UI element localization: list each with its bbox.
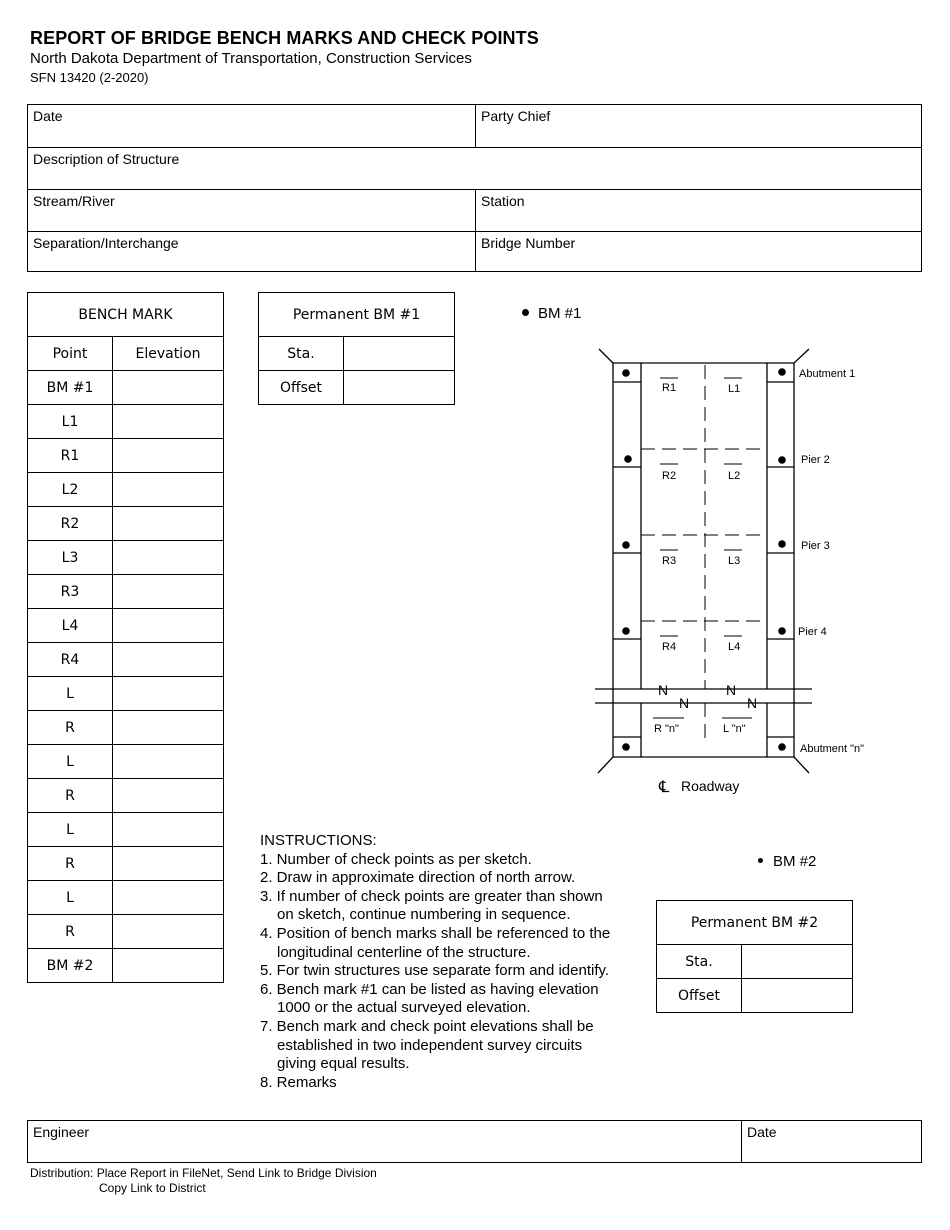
bench-mark-title: BENCH MARK [28, 293, 224, 337]
pier2-label: Pier 2 [801, 454, 830, 466]
separation-label: Separation/Interchange [33, 235, 179, 251]
bm-dot-icon [622, 369, 630, 377]
permanent-bm2-table [656, 900, 853, 1013]
instruction-item: 3. If number of check points are greater than shown on sketch, continue numbering in sequence. [260, 887, 603, 924]
engineer-field[interactable] [28, 1121, 741, 1162]
point-cell: R [28, 915, 113, 949]
point-cell: L [28, 745, 113, 779]
r2-label: R2 [662, 470, 677, 482]
instruction-item: 2. Draw in approximate direction of north arrow. [260, 869, 576, 887]
r1-label: R1 [662, 382, 677, 394]
bench-row [28, 745, 224, 779]
bench-row [28, 507, 224, 541]
header-fields-grid [27, 104, 922, 272]
separation-field[interactable] [28, 231, 475, 272]
bm1-offset-cell[interactable] [344, 371, 455, 405]
bridge-sketch [595, 345, 875, 800]
elevation-cell[interactable] [113, 439, 224, 473]
instructions-heading: INSTRUCTIONS: [260, 832, 377, 849]
permanent-bm1-table [258, 292, 455, 405]
point-cell: R1 [28, 439, 113, 473]
point-cell: BM #1 [28, 371, 113, 405]
bm1-sta-label: Sta. [259, 337, 344, 371]
bm1-sta-cell[interactable] [344, 337, 455, 371]
bm2-dot-icon [758, 858, 763, 863]
point-cell: R3 [28, 575, 113, 609]
instruction-item: 7. Bench mark and check point elevations shall be established in two independent survey circuits giving equal results. [260, 1017, 594, 1073]
bm-dot-icon [778, 456, 786, 464]
bench-row [28, 677, 224, 711]
bm1-label: BM #1 [538, 305, 582, 322]
department-subtitle: North Dakota Department of Transportation, Construction Services [30, 50, 472, 67]
elevation-cell[interactable] [113, 949, 224, 983]
elevation-cell[interactable] [113, 609, 224, 643]
instruction-item: 6. Bench mark #1 can be listed as having elevation 1000 or the actual surveyed elevation. [260, 980, 599, 1017]
roadway-label: Roadway [681, 778, 740, 794]
bench-row [28, 949, 224, 983]
bm2-sta-label: Sta. [657, 945, 742, 979]
centerline-icon: ℄ [659, 779, 670, 796]
bm1-marker [522, 305, 581, 322]
station-label: Station [481, 193, 525, 209]
bm2-marker [758, 853, 816, 870]
point-cell: R2 [28, 507, 113, 541]
point-cell: BM #2 [28, 949, 113, 983]
elevation-cell[interactable] [113, 677, 224, 711]
bm-dot-icon [778, 368, 786, 376]
instruction-item: 1. Number of check points as per sketch. [260, 850, 532, 868]
description-field[interactable] [28, 147, 921, 189]
instruction-item: 8. Remarks [260, 1073, 337, 1091]
instruction-item: 5. For twin structures use separate form and identify. [260, 962, 610, 980]
elevation-cell[interactable] [113, 405, 224, 439]
n-mark-label: N [726, 682, 737, 698]
bench-row [28, 779, 224, 813]
elevation-cell[interactable] [113, 813, 224, 847]
bm2-sta-cell[interactable] [742, 945, 853, 979]
l4-label: L4 [728, 641, 741, 653]
point-cell: L [28, 813, 113, 847]
permanent-bm2-title: Permanent BM #2 [657, 901, 853, 945]
description-label: Description of Structure [33, 151, 180, 167]
point-cell: R [28, 847, 113, 881]
bm2-label: BM #2 [773, 853, 817, 870]
stream-label: Stream/River [33, 193, 115, 209]
bm-dot-icon [622, 541, 630, 549]
instructions-block [260, 832, 620, 1092]
r4-label: R4 [662, 641, 677, 653]
point-cell: R [28, 779, 113, 813]
n-mark-label: N [679, 695, 690, 711]
point-cell: L [28, 677, 113, 711]
distribution-note [30, 1166, 377, 1196]
bench-row [28, 405, 224, 439]
bench-row [28, 609, 224, 643]
elevation-column-header: Elevation [113, 337, 224, 371]
elevation-cell[interactable] [113, 779, 224, 813]
form-title: REPORT OF BRIDGE BENCH MARKS AND CHECK POINTS [30, 28, 539, 48]
pier4-label: Pier 4 [798, 626, 827, 638]
rn-label: R "n" [654, 723, 679, 735]
bm-dot-icon [624, 455, 632, 463]
footer-fields [27, 1120, 922, 1163]
bm1-offset-label: Offset [259, 371, 344, 405]
station-field[interactable] [475, 189, 922, 231]
permanent-bm1-title: Permanent BM #1 [259, 293, 455, 337]
n-mark-label: N [658, 682, 669, 698]
elevation-cell[interactable] [113, 881, 224, 915]
bench-row [28, 711, 224, 745]
l2-label: L2 [728, 470, 741, 482]
elevation-cell[interactable] [113, 745, 224, 779]
n-mark-label: N [747, 695, 758, 711]
elevation-cell[interactable] [113, 643, 224, 677]
footer-date-label: Date [747, 1124, 777, 1140]
abutment1-label: Abutment 1 [799, 368, 856, 380]
l1-label: L1 [728, 383, 741, 395]
elevation-cell[interactable] [113, 541, 224, 575]
r3-label: R3 [662, 555, 677, 567]
date-label: Date [33, 108, 63, 124]
bm2-offset-cell[interactable] [742, 979, 853, 1013]
elevation-cell[interactable] [113, 915, 224, 949]
bench-mark-table [27, 292, 224, 983]
form-number: SFN 13420 (2-2020) [30, 70, 149, 85]
ln-label: L "n" [723, 723, 746, 735]
point-cell: L2 [28, 473, 113, 507]
bench-row [28, 915, 224, 949]
bench-row [28, 643, 224, 677]
bench-row [28, 881, 224, 915]
bm-dot-icon [622, 627, 630, 635]
instructions-list [260, 851, 620, 1093]
abutment-n-label: Abutment "n" [800, 743, 865, 755]
bridge-number-label: Bridge Number [481, 235, 576, 251]
pier3-label: Pier 3 [801, 540, 830, 552]
point-cell: L4 [28, 609, 113, 643]
bm-dot-icon [778, 743, 786, 751]
bench-row [28, 575, 224, 609]
bench-row [28, 813, 224, 847]
bench-row [28, 541, 224, 575]
l3-label: L3 [728, 555, 741, 567]
elevation-cell[interactable] [113, 847, 224, 881]
point-cell: R4 [28, 643, 113, 677]
bm-dot-icon [778, 627, 786, 635]
bridge-number-field[interactable] [475, 231, 922, 272]
elevation-cell[interactable] [113, 371, 224, 405]
elevation-cell[interactable] [113, 575, 224, 609]
party-chief-label: Party Chief [481, 108, 551, 124]
date-field[interactable] [28, 105, 475, 147]
point-cell: L [28, 881, 113, 915]
bm-dot-icon [778, 540, 786, 548]
bench-row [28, 847, 224, 881]
bench-row [28, 371, 224, 405]
bm1-dot-icon [522, 309, 529, 316]
instruction-item: 4. Position of bench marks shall be referenced to the longitudinal centerline of the structure. [260, 924, 611, 961]
point-column-header: Point [28, 337, 113, 371]
bench-row [28, 439, 224, 473]
bench-row [28, 473, 224, 507]
elevation-cell[interactable] [113, 507, 224, 541]
bm-dot-icon [622, 743, 630, 751]
elevation-cell[interactable] [113, 711, 224, 745]
elevation-cell[interactable] [113, 473, 224, 507]
point-cell: L3 [28, 541, 113, 575]
footer-date-field[interactable] [741, 1121, 921, 1162]
stream-field[interactable] [28, 189, 475, 231]
distribution-line-1: Distribution: Place Report in FileNet, Send Link to Bridge Division [30, 1166, 377, 1180]
point-cell: L1 [28, 405, 113, 439]
distribution-line-2: Copy Link to District [99, 1181, 206, 1195]
point-cell: R [28, 711, 113, 745]
party-chief-field[interactable] [475, 105, 922, 147]
bm2-offset-label: Offset [657, 979, 742, 1013]
engineer-label: Engineer [33, 1124, 90, 1140]
